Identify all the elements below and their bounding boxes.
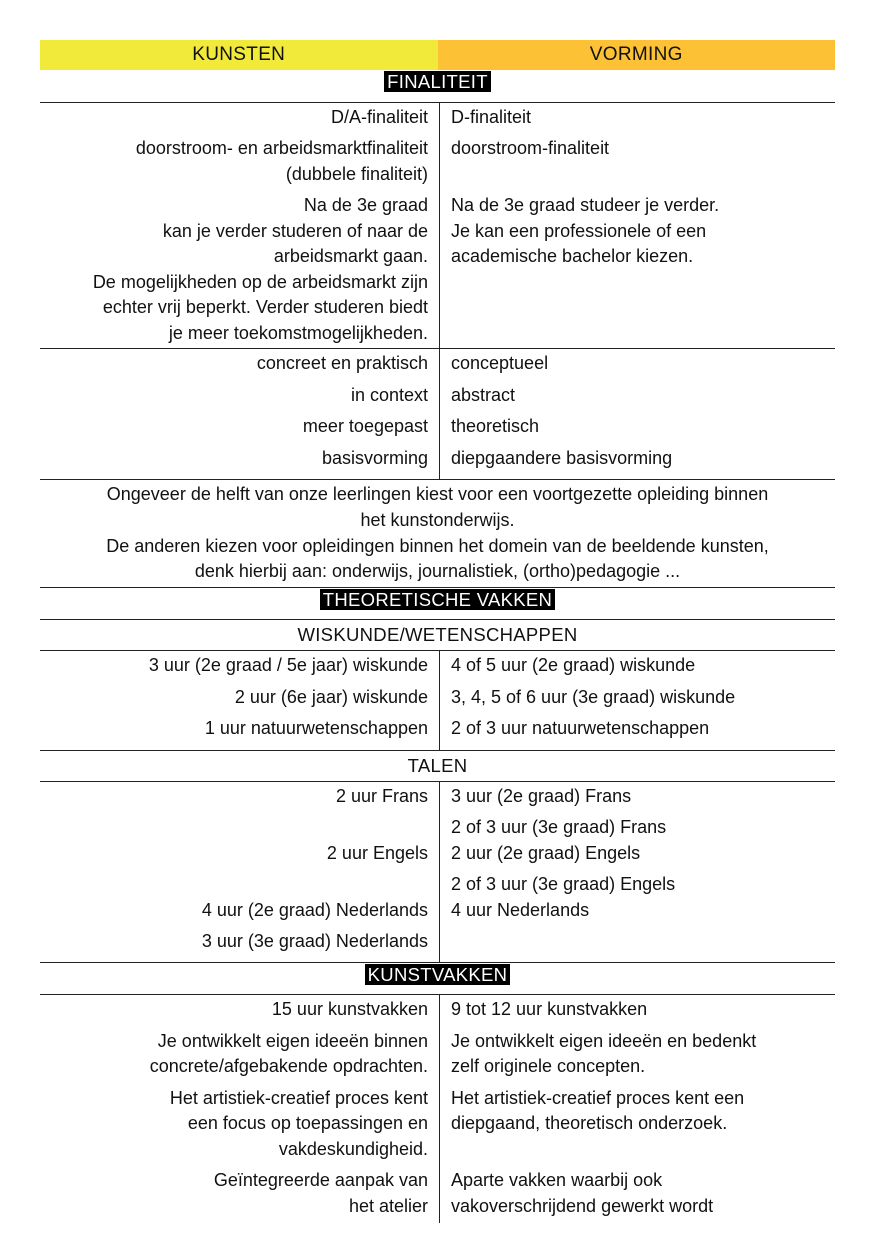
cell: een focus op toepassingen en [187, 1113, 428, 1134]
kunstvakken-group [40, 995, 835, 1224]
cell: diepgaand, theoretisch onderzoek. [451, 1113, 728, 1134]
cell: 3 uur (2e graad / 5e jaar) wiskunde [148, 655, 428, 676]
cell: je meer toekomstmogelijkheden. [168, 322, 428, 343]
subhead-wiskunde: WISKUNDE/WETENSCHAPPEN [40, 620, 835, 651]
cell: zelf originele concepten. [451, 1056, 646, 1077]
finaliteit-group [40, 103, 835, 349]
cell: doorstroom- en arbeidsmarktfinaliteit [135, 138, 428, 158]
wiskunde-group [40, 651, 835, 751]
header-kunsten: KUNSTEN [40, 40, 438, 70]
kenmerken-group [40, 349, 835, 480]
cell: Het artistiek-creatief proces kent een [451, 1087, 745, 1108]
cell: Na de 3e graad studeer je verder. [451, 195, 720, 215]
section-theoretische-vakken [40, 588, 835, 620]
cell: 3 uur (2e graad) Frans [451, 785, 632, 806]
cell: 4 uur Nederlands [451, 899, 590, 920]
note-line: denk hierbij aan: onderwijs, journalistiek, (ortho)pedagogie ... [194, 561, 681, 582]
cell: Aparte vakken waarbij ook [451, 1170, 663, 1191]
cell: 15 uur kunstvakken [271, 998, 428, 1019]
cell: 3, 4, 5 of 6 uur (3e graad) wiskunde [451, 686, 736, 707]
cell: het atelier [348, 1195, 428, 1216]
note-line: De anderen kiezen voor opleidingen binnen het domein van de beeldende kunsten, [106, 535, 769, 556]
cell: conceptueel [451, 353, 549, 373]
cell: (dubbele finaliteit) [285, 163, 428, 184]
cell: 2 uur Frans [335, 785, 428, 806]
cell: 4 uur (2e graad) Nederlands [201, 899, 428, 920]
talen-vorming [440, 782, 835, 962]
cell: 2 uur (2e graad) Engels [451, 842, 641, 863]
cell: Je kan een professionele of een [451, 220, 707, 241]
section-title: KUNSTVAKKEN [365, 964, 511, 985]
wiskunde-vorming [440, 651, 835, 750]
section-title: THEORETISCHE VAKKEN [320, 589, 555, 610]
kunstvakken-kunsten [40, 995, 440, 1224]
cell: 3 uur (3e graad) Nederlands [201, 930, 428, 951]
section-title: FINALITEIT [384, 71, 491, 92]
kenmerken-kunsten [40, 349, 440, 479]
cell: Het artistiek-creatief proces kent [169, 1087, 428, 1108]
cell: Geïntegreerde aanpak van [213, 1170, 428, 1191]
cell: 2 of 3 uur natuurwetenschappen [451, 718, 710, 739]
cell: abstract [451, 384, 516, 405]
cell: vakdeskundigheid. [278, 1138, 428, 1159]
cell: 2 uur (6e jaar) wiskunde [234, 686, 428, 707]
cell: meer toegepast [302, 416, 428, 436]
cell: 2 of 3 uur (3e graad) Engels [451, 874, 676, 895]
note-line: het kunstonderwijs. [360, 509, 515, 530]
comparison-table [40, 40, 835, 1223]
cell: 1 uur natuurwetenschappen [204, 718, 428, 739]
cell: 4 of 5 uur (2e graad) wiskunde [451, 655, 696, 676]
cell: basisvorming [321, 447, 428, 468]
cell: 2 uur Engels [326, 842, 428, 863]
cell: concrete/afgebakende opdrachten. [149, 1056, 428, 1077]
cell: diepgaandere basisvorming [451, 447, 673, 468]
talen-kunsten [40, 782, 440, 962]
note-line: Ongeveer de helft van onze leerlingen kiest voor een voortgezette opleiding binnen [106, 484, 769, 504]
talen-group [40, 782, 835, 963]
kenmerken-vorming [440, 349, 835, 479]
cell: D-finaliteit [451, 107, 532, 127]
header-vorming: VORMING [438, 40, 836, 70]
cell: kan je verder studeren of naar de [162, 220, 428, 241]
cell: De mogelijkheden op de arbeidsmarkt zijn [92, 271, 428, 292]
cell: Je ontwikkelt eigen ideeën binnen [157, 1030, 428, 1051]
cell: Na de 3e graad [303, 195, 428, 215]
cell: doorstroom-finaliteit [451, 138, 610, 158]
cell: Je ontwikkelt eigen ideeën en bedenkt [451, 1030, 757, 1051]
cell: theoretisch [451, 416, 540, 436]
cell: 2 of 3 uur (3e graad) Frans [451, 817, 667, 838]
subhead-talen: TALEN [40, 751, 835, 782]
cell: 9 tot 12 uur kunstvakken [451, 998, 648, 1019]
finaliteit-kunsten [40, 103, 440, 348]
section-kunstvakken [40, 963, 835, 995]
cell: academische bachelor kiezen. [451, 246, 694, 266]
cell: concreet en praktisch [256, 353, 428, 373]
kunstvakken-vorming [440, 995, 835, 1224]
note-paragraph [40, 480, 835, 588]
cell: D/A-finaliteit [330, 107, 428, 127]
wiskunde-kunsten [40, 651, 440, 750]
finaliteit-vorming [440, 103, 835, 348]
section-finaliteit [40, 70, 835, 103]
cell: arbeidsmarkt gaan. [273, 246, 428, 266]
header-row [40, 40, 835, 70]
cell: vakoverschrijdend gewerkt wordt [451, 1195, 714, 1216]
cell: in context [350, 384, 428, 405]
cell: echter vrij beperkt. Verder studeren biedt [102, 297, 428, 317]
